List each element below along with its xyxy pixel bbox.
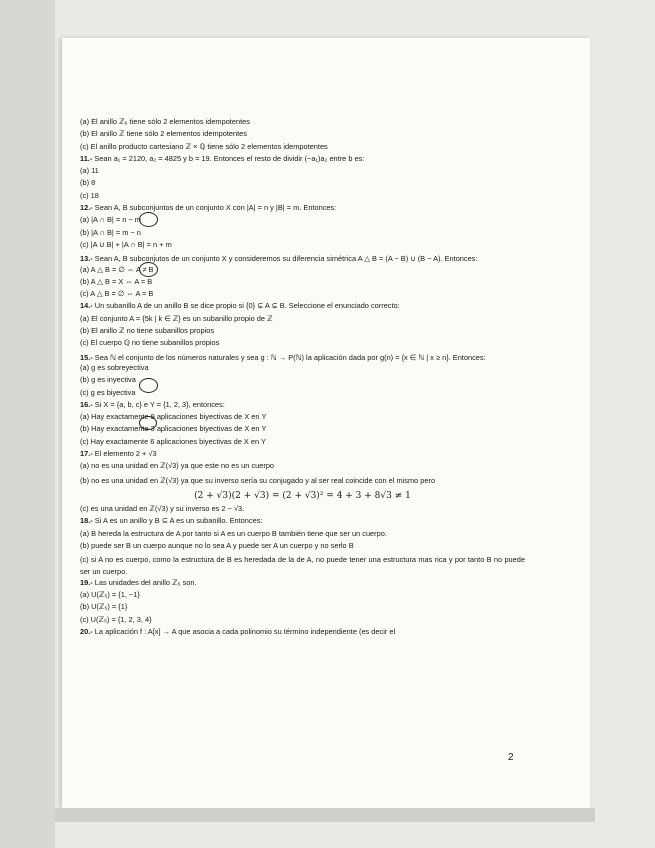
question-11: 11.- Sean a₁ = 2120, a₂ = 4825 y b = 19. Entonces el resto de dividir (−a₁)a₂ entre b es: (80, 153, 365, 163)
background-left (0, 0, 55, 848)
question-number: 13.- (80, 254, 93, 264)
option-line: (c) Hay exactamente 6 aplicaciones biyectivas de X en Y (80, 436, 266, 446)
question-15: 15.- Sea ℕ el conjunto de los números naturales y sea g : ℕ → P(ℕ) la aplicación dada por g(n) = {x ∈ ℕ | x ≥ n}. Entonces: (80, 352, 486, 362)
option-line: (a) no es una unidad en ℤ(√3) ya que este no es un cuerpo (80, 461, 275, 471)
question-12: 12.- Sean A, B subconjuntos de un conjunto X con |A| = n y |B| = m. Entonces: (80, 203, 337, 213)
question-17: 17.- El elemento 2 + √3 (80, 449, 157, 459)
option-line: (b) no es una unidad en ℤ(√3) ya que su inverso sería su conjugado y al ser real coincide con el mismo pero (80, 475, 436, 485)
option-line: (a) g es sobreyectiva (80, 362, 149, 372)
question-number: 16.- (80, 399, 93, 409)
option-line: (b) Hay exactamente 3 aplicaciones biyectivas de X en Y (80, 424, 267, 434)
question-number: 18.- (80, 516, 93, 526)
option-line: (a) Hay exactamente 9 aplicaciones biyectivas de X en Y (80, 412, 267, 422)
option-line: (b) |A ∩ B| = m − n (80, 227, 141, 237)
handwritten-circle-15b (139, 416, 157, 430)
option-line: (c) 18 (80, 190, 99, 200)
formula: (2 + √3)(2 + √3) = (2 + √3)² = 4 + 3 + 8√3 ≠ 1 (194, 490, 411, 501)
question-20: 20.- La aplicación f : A[x] → A que asocia a cada polinomio su término independiente (es decir el (80, 626, 396, 636)
option-line: (c) A △ B = ∅ ⇔ A = B (80, 289, 154, 299)
handwritten-circle-12 (139, 212, 158, 227)
option-line: (a) 11 (80, 166, 99, 176)
option-line: (a) B hereda la estructura de A por tanto si A es un cuerpo B también tiene que ser un cuerpo. (80, 528, 387, 538)
option-line: (c) g es biyectiva (80, 387, 136, 397)
option-line: (b) 8 (80, 178, 96, 188)
question-number: 15.- (80, 352, 93, 362)
option-line: (c) es una unidad en ℤ(√3) y su inverso es 2 − √3. (80, 503, 245, 513)
handwritten-circle-13 (139, 262, 158, 277)
option-line: (c) U(ℤ₅) = {1, 2, 3, 4} (80, 614, 152, 624)
option-line: (c) si A no es cuerpo, como la estructura de B es heredada de la de A, no puede tener una estructura mas rica y por tanto B no puede ser un cuerpo. (80, 555, 525, 577)
question-number: 20.- (80, 626, 93, 636)
option-line: (b) U(ℤ₅) = {1} (80, 602, 128, 612)
option-line: (c) |A ∪ B| + |A ∩ B| = n + m (80, 239, 172, 249)
option-line: (c) El cuerpo ℚ no tiene subanillos propios (80, 338, 220, 348)
question-18: 18.- Si A es un anillo y B ⊆ A es un subanillo. Entonces: (80, 516, 263, 526)
question-number: 12.- (80, 203, 93, 213)
question-number: 17.- (80, 449, 93, 459)
option-line: (b) g es inyectiva (80, 375, 136, 385)
background-bottom (55, 808, 595, 822)
option-line: (b) puede ser B un cuerpo aunque no lo sea A y puede ser A un cuerpo y no serlo B (80, 540, 354, 550)
option-line: (a) U(ℤ₅) = {1, −1} (80, 589, 140, 599)
question-number: 14.- (80, 301, 93, 311)
option-line: (a) El conjunto A = {5k | k ∈ ℤ} es un subanillo propio de ℤ (80, 313, 273, 323)
question-19: 19.- Las unidades del anillo ℤ₅ son. (80, 577, 197, 587)
option-line: (a) |A ∩ B| = n − m (80, 215, 141, 225)
option-line: (c) El anillo producto cartesiano ℤ × ℚ tiene sólo 2 elementos idempotentes (80, 141, 328, 151)
handwritten-circle-15 (139, 378, 158, 393)
option-line: (b) El anillo ℤ no tiene subanillos propios (80, 326, 215, 336)
option-line: (a) El anillo ℤ₆ tiene sólo 2 elementos idempotentes (80, 117, 250, 126)
question-16: 16.- Si X = {a, b, c} e Y = {1, 2, 3}, entonces: (80, 399, 225, 409)
question-14: 14.- Un subanillo A de un anillo B se dice propio si {0} ⊊ A ⊊ B. Seleccione el enunciado correcto: (80, 301, 400, 311)
question-number: 19.- (80, 577, 93, 587)
option-line: (b) A △ B = X ⇔ A = B (80, 276, 153, 286)
option-line: (b) El anillo ℤ tiene sólo 2 elementos idempotentes (80, 129, 247, 139)
option-line: (a) A △ B = ∅ ⇔ A ≠ B (80, 264, 154, 274)
question-13: 13.- Sean A, B subconjutos de un conjunto X y consideremos su diferencia simétrica A △ B = (A − B) ∪ (B − A). Entonces: (80, 254, 478, 264)
question-number: 11.- (80, 153, 93, 163)
page-number: 2 (508, 752, 514, 763)
